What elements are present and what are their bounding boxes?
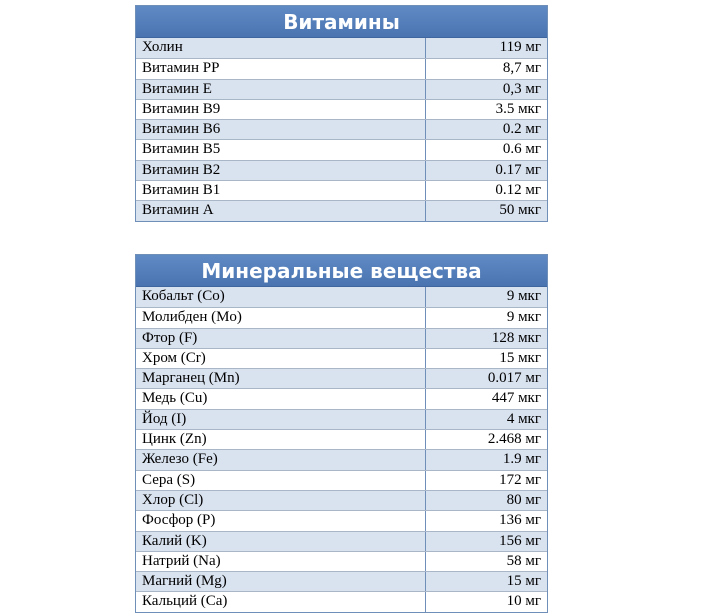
minerals-rows (136, 287, 547, 612)
nutrient-name: Железо (Fe) (136, 450, 426, 469)
table-row (136, 119, 547, 139)
nutrient-name: Йод (I) (136, 410, 426, 429)
nutrient-name: Фтор (F) (136, 329, 426, 348)
nutrient-amount: 58 мг (506, 552, 541, 569)
nutrient-name: Кобальт (Co) (136, 287, 426, 307)
nutrient-amount: 15 мг (506, 573, 541, 590)
table-row (136, 287, 547, 307)
nutrient-amount: 1.9 мг (502, 451, 541, 468)
nutrient-amount: 4 мкг (506, 410, 541, 427)
nutrient-name: Витамин B1 (136, 181, 426, 200)
nutrient-name: Молибден (Mo) (136, 308, 426, 327)
table-row (136, 180, 547, 200)
nutrient-amount: 0.2 мг (502, 121, 541, 138)
table-row (136, 58, 547, 78)
nutrient-name: Витамин E (136, 80, 426, 99)
vitamins-title: Витамины (136, 6, 547, 38)
nutrient-amount: 119 мг (499, 39, 541, 55)
nutrient-amount: 136 мг (499, 512, 541, 529)
nutrient-amount: 50 мкг (499, 202, 541, 219)
nutrient-name: Витамин PP (136, 59, 426, 78)
nutrient-amount: 172 мг (499, 471, 541, 488)
nutrient-name: Хром (Cr) (136, 349, 426, 368)
nutrient-amount: 8,7 мг (502, 60, 541, 77)
nutrient-name: Сера (S) (136, 471, 426, 490)
nutrient-amount: 15 мкг (499, 349, 541, 366)
vitamins-rows (136, 38, 547, 221)
table-row (136, 449, 547, 469)
nutrient-name: Витамин B9 (136, 100, 426, 119)
nutrient-amount: 0,3 мг (502, 80, 541, 97)
vitamins-table (135, 5, 548, 222)
nutrient-name: Витамин B6 (136, 120, 426, 139)
nutrient-name: Медь (Cu) (136, 389, 426, 408)
table-row (136, 307, 547, 327)
nutrient-name: Витамин B2 (136, 161, 426, 180)
nutrient-amount: 128 мкг (491, 329, 541, 346)
table-row (136, 348, 547, 368)
table-row (136, 388, 547, 408)
nutrient-amount: 3.5 мкг (495, 100, 541, 117)
nutrient-amount: 0.12 мг (495, 182, 541, 199)
table-row (136, 409, 547, 429)
table-row (136, 470, 547, 490)
nutrient-name: Фосфор (P) (136, 511, 426, 530)
table-row (136, 591, 547, 611)
nutrient-amount: 2.468 мг (487, 431, 541, 448)
minerals-title: Минеральные вещества (136, 255, 547, 287)
table-row (136, 328, 547, 348)
table-row (136, 79, 547, 99)
table-row (136, 200, 547, 220)
table-row (136, 531, 547, 551)
nutrient-amount: 9 мкг (506, 288, 541, 304)
nutrient-name: Хлор (Cl) (136, 491, 426, 510)
table-row (136, 510, 547, 530)
nutrient-amount: 156 мг (499, 532, 541, 549)
nutrient-amount: 0.17 мг (495, 161, 541, 178)
table-row (136, 551, 547, 571)
minerals-table (135, 254, 548, 613)
table-row (136, 429, 547, 449)
table-row (136, 99, 547, 119)
nutrient-name: Марганец (Mn) (136, 369, 426, 388)
nutrient-name: Натрий (Na) (136, 552, 426, 571)
table-row (136, 490, 547, 510)
table-row (136, 139, 547, 159)
nutrient-name: Цинк (Zn) (136, 430, 426, 449)
table-row (136, 38, 547, 58)
nutrient-amount: 0.6 мг (502, 141, 541, 158)
nutrient-name: Витамин A (136, 201, 426, 220)
nutrient-name: Холин (136, 38, 426, 58)
nutrient-name: Калий (K) (136, 532, 426, 551)
nutrient-amount: 447 мкг (491, 390, 541, 407)
nutrient-amount: 9 мкг (506, 309, 541, 326)
nutrient-name: Витамин B5 (136, 140, 426, 159)
nutrient-amount: 80 мг (506, 491, 541, 508)
nutrient-amount: 0.017 мг (487, 370, 541, 387)
nutrient-name: Магний (Mg) (136, 572, 426, 591)
nutrient-name: Кальций (Ca) (136, 592, 426, 611)
table-row (136, 160, 547, 180)
nutrient-amount: 10 мг (506, 593, 541, 610)
table-row (136, 571, 547, 591)
table-row (136, 368, 547, 388)
